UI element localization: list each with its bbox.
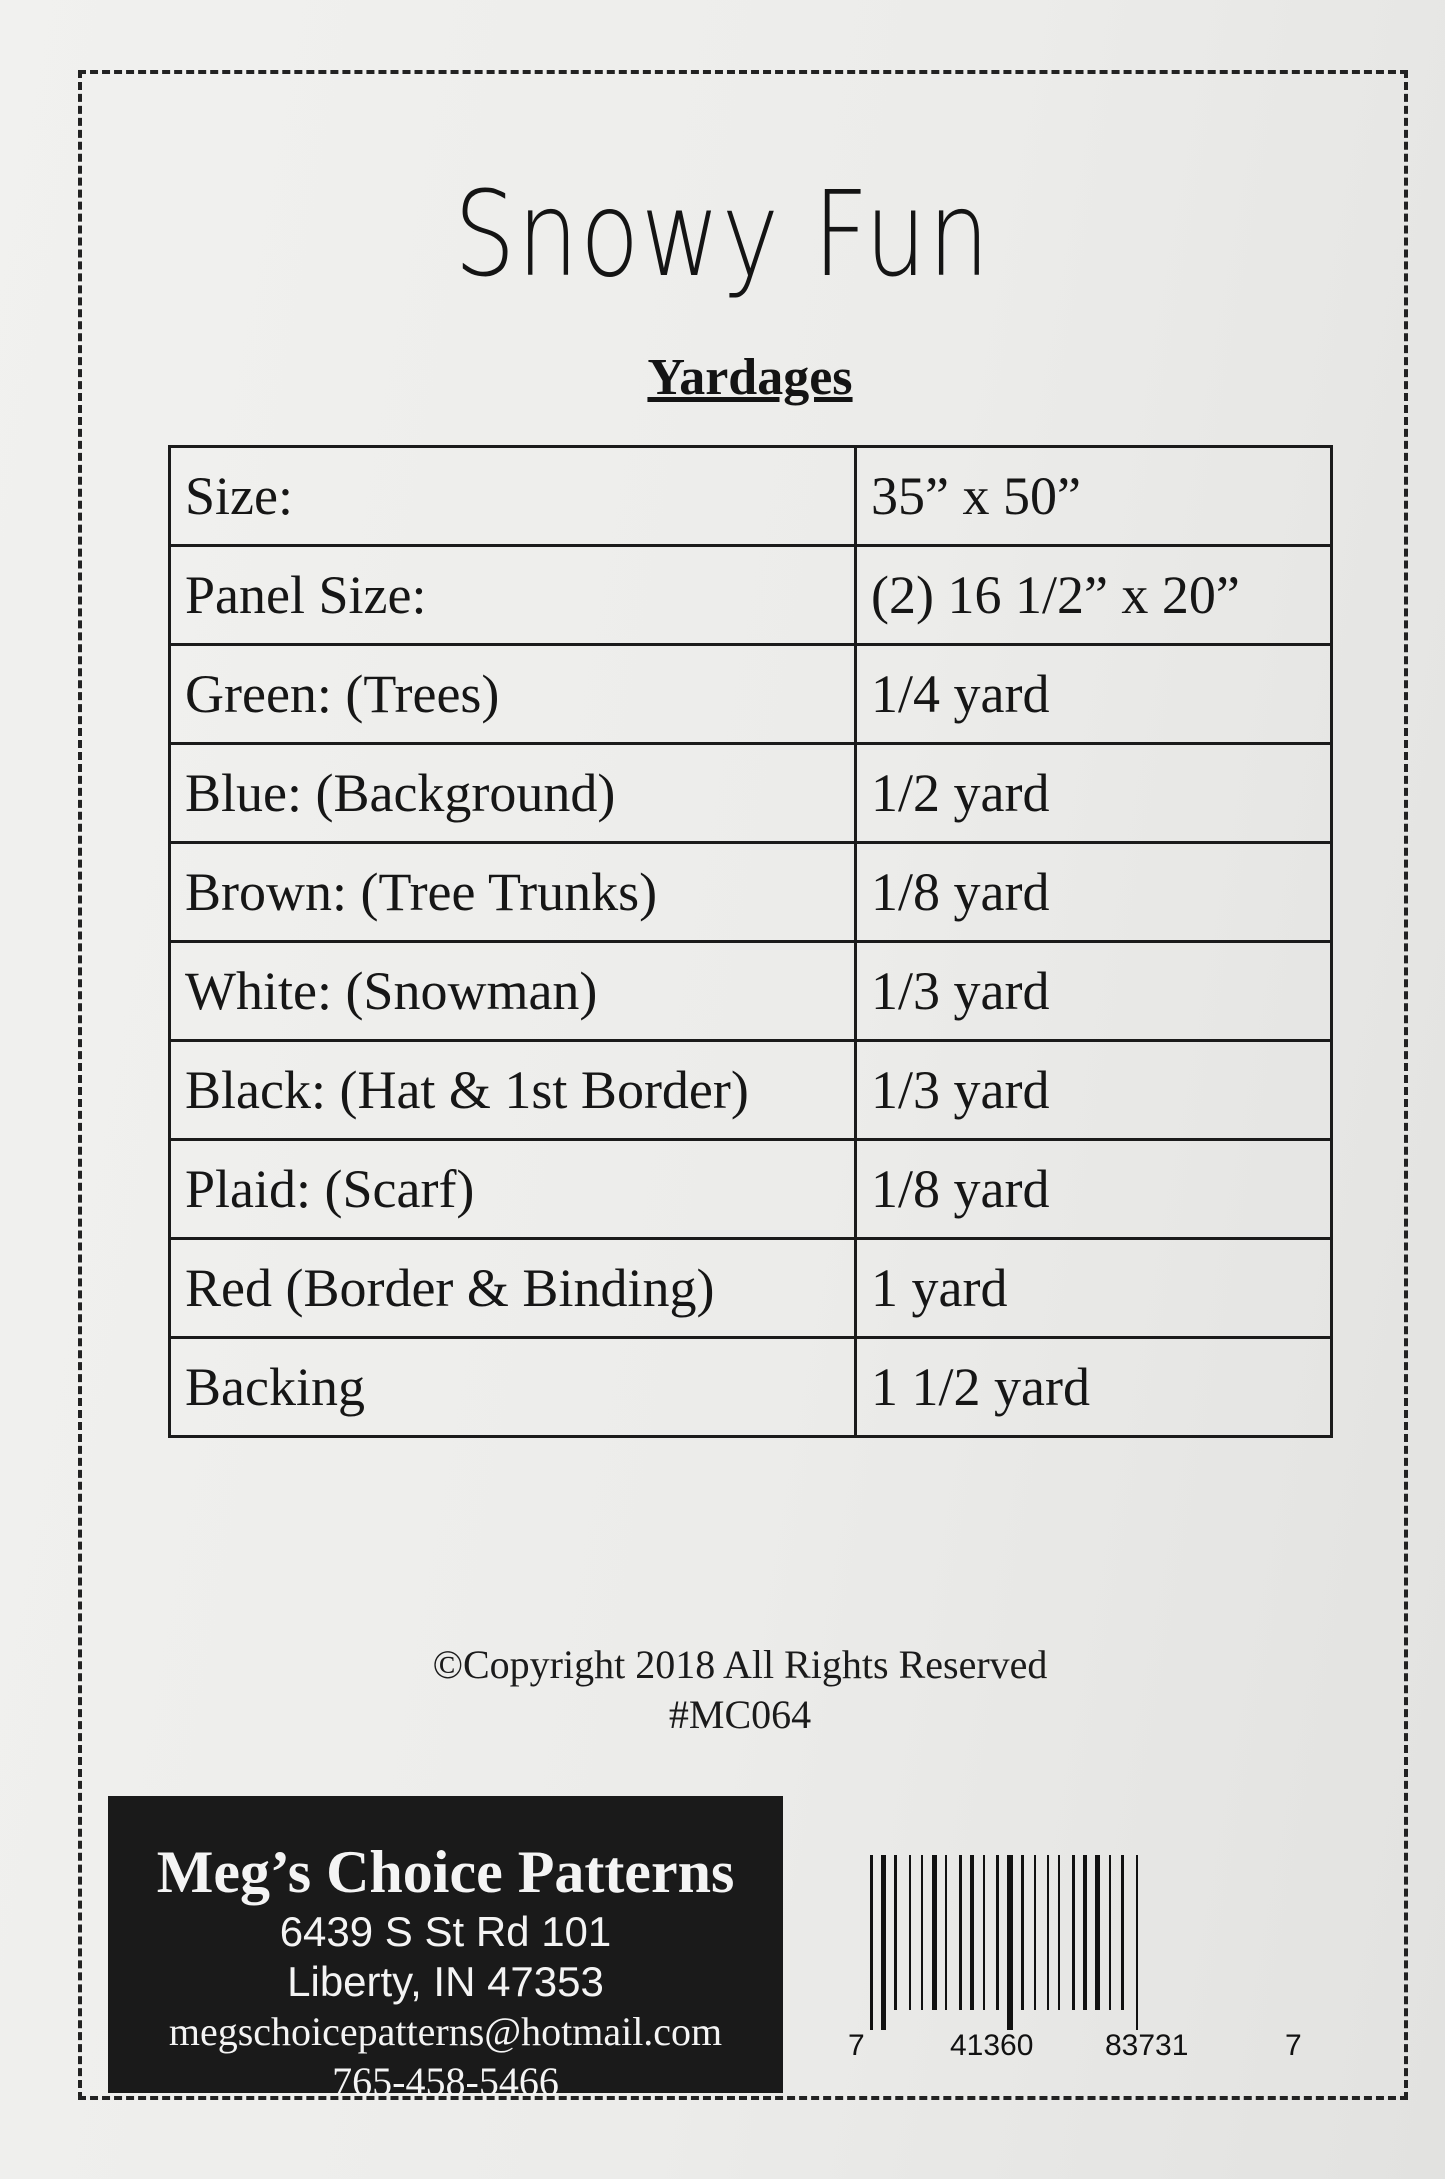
barcode-left-digit: 7	[848, 2029, 865, 2062]
barcode-bar	[881, 1855, 886, 2030]
barcode	[840, 1855, 1310, 2065]
fabric-amount: 1/2 yard	[856, 744, 1332, 843]
fabric-amount: (2) 16 1/2” x 20”	[856, 546, 1332, 645]
fabric-amount: 1/3 yard	[856, 942, 1332, 1041]
copyright-block	[0, 1640, 1445, 1740]
pattern-number: #MC064	[668, 1692, 812, 1737]
yardage-row	[170, 1041, 1332, 1140]
yardage-row	[170, 1239, 1332, 1338]
barcode-bars	[870, 1855, 1138, 2030]
yardage-row	[170, 942, 1332, 1041]
company-email: megschoicepatterns@hotmail.com	[168, 2009, 723, 2054]
fabric-label: White: (Snowman)	[170, 942, 856, 1041]
barcode-bar	[1083, 1855, 1087, 2010]
fabric-label: Green: (Trees)	[170, 645, 856, 744]
company-address-line2: Liberty, IN 47353	[287, 1958, 604, 2005]
yardage-row	[170, 546, 1332, 645]
barcode-bar	[959, 1855, 962, 2010]
fabric-amount: 35” x 50”	[856, 447, 1332, 546]
yardage-table	[168, 445, 1333, 1438]
company-info-box	[108, 1796, 783, 2104]
barcode-bar	[921, 1855, 923, 2010]
barcode-bar	[1058, 1855, 1060, 2010]
fabric-amount: 1/8 yard	[856, 843, 1332, 942]
fabric-amount: 1/3 yard	[856, 1041, 1332, 1140]
fabric-amount: 1 1/2 yard	[856, 1338, 1332, 1437]
barcode-bar	[909, 1855, 911, 2010]
yardage-row	[170, 744, 1332, 843]
yardage-row	[170, 447, 1332, 546]
fabric-label: Brown: (Tree Trunks)	[170, 843, 856, 942]
fabric-label: Backing	[170, 1338, 856, 1437]
fabric-label: Panel Size:	[170, 546, 856, 645]
barcode-bar	[1007, 1855, 1013, 2030]
fabric-label: Plaid: (Scarf)	[170, 1140, 856, 1239]
fabric-amount: 1 yard	[856, 1239, 1332, 1338]
barcode-bar	[996, 1855, 999, 2010]
barcode-bar	[1034, 1855, 1036, 2010]
barcode-bar	[970, 1855, 974, 2010]
barcode-bar	[1109, 1855, 1111, 2010]
company-name: Meg’s Choice Patterns	[156, 1839, 735, 1905]
barcode-bar	[894, 1855, 897, 2010]
fabric-amount: 1/4 yard	[856, 645, 1332, 744]
fabric-label: Black: (Hat & 1st Border)	[170, 1041, 856, 1140]
barcode-bar	[983, 1855, 985, 2010]
barcode-group2: 83731	[1105, 2029, 1189, 2062]
fabric-label: Size:	[170, 447, 856, 546]
yardage-row	[170, 1338, 1332, 1437]
copyright-text: ©Copyright 2018 All Rights Reserved	[432, 1642, 1048, 1687]
barcode-bar	[1095, 1855, 1100, 2010]
yardage-row	[170, 645, 1332, 744]
yardage-row	[170, 1140, 1332, 1239]
barcode-bar	[932, 1855, 937, 2010]
barcode-bar	[870, 1855, 873, 2030]
yardage-row	[170, 843, 1332, 942]
section-heading: Yardages	[647, 349, 853, 406]
barcode-bar	[1021, 1855, 1024, 2010]
pattern-title: Snowy Fun	[454, 165, 991, 303]
fabric-label: Blue: (Background)	[170, 744, 856, 843]
barcode-group1: 41360	[950, 2029, 1034, 2062]
fabric-amount: 1/8 yard	[856, 1140, 1332, 1239]
barcode-bar	[1072, 1855, 1075, 2010]
fabric-label: Red (Border & Binding)	[170, 1239, 856, 1338]
barcode-bar	[1047, 1855, 1049, 2010]
barcode-bar	[1136, 1855, 1138, 2030]
barcode-bar	[1121, 1855, 1124, 2010]
barcode-right-digit: 7	[1285, 2029, 1302, 2062]
company-phone: 765-458-5466	[332, 2059, 559, 2104]
barcode-bar	[945, 1855, 947, 2010]
company-address-line1: 6439 S St Rd 101	[279, 1908, 612, 1955]
